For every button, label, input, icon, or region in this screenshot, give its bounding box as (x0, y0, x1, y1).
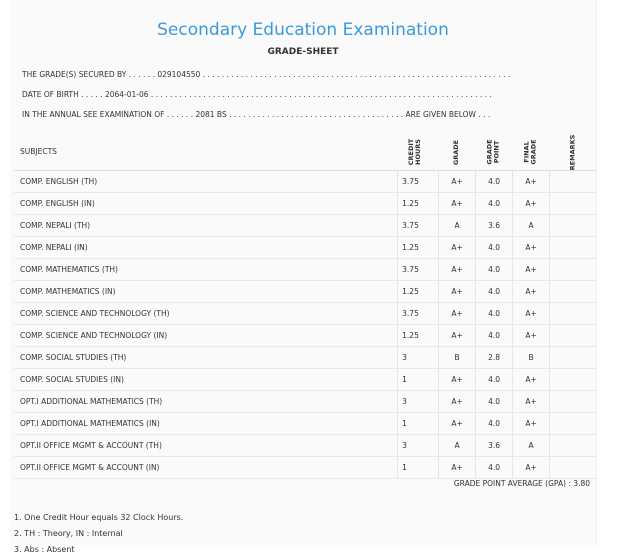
gpa-summary: GRADE POINT AVERAGE (GPA) : 3.80 (453, 479, 590, 488)
credit-hours-cell: 1.25 (398, 237, 439, 259)
subject-cell: OPT.II OFFICE MGMT & ACCOUNT (TH) (14, 435, 398, 457)
header-final-grade (513, 133, 550, 171)
remarks-cell (550, 215, 596, 237)
final-grade-cell: B (513, 347, 550, 369)
grade-cell: A (439, 215, 476, 237)
table-row (14, 391, 596, 413)
grade-point-cell: 3.6 (476, 215, 513, 237)
table-row (14, 435, 596, 457)
final-grade-cell: A (513, 435, 550, 457)
credit-hours-cell: 1.25 (398, 325, 439, 347)
page-subtitle: GRADE-SHEET (267, 47, 339, 57)
final-grade-cell: A+ (513, 237, 550, 259)
remarks-cell (550, 391, 596, 413)
grade-point-cell: 4.0 (476, 171, 513, 193)
grade-sheet (10, 0, 597, 554)
final-grade-cell: A+ (513, 281, 550, 303)
table-row (14, 215, 596, 237)
header-gp-line1: GRADE (486, 138, 495, 165)
header-remarks: REMARKS (550, 133, 596, 171)
header-grade: GRADE (439, 133, 476, 171)
credit-hours-cell: 1 (398, 413, 439, 435)
table-row (14, 347, 596, 369)
header-gp-line2: POINT (493, 140, 502, 163)
credit-hours-cell: 3.75 (398, 171, 439, 193)
table-row (14, 171, 596, 193)
credit-hours-cell: 3.75 (398, 215, 439, 237)
grade-cell: A+ (439, 193, 476, 215)
header-fg-line2: GRADE (530, 138, 539, 165)
grade-cell: A+ (439, 369, 476, 391)
grades-table (14, 133, 596, 479)
grade-cell: A+ (439, 171, 476, 193)
subject-cell: COMP. MATHEMATICS (IN) (14, 281, 398, 303)
credit-hours-cell: 3.75 (398, 259, 439, 281)
remarks-cell (550, 193, 596, 215)
subject-cell: COMP. NEPALI (IN) (14, 237, 398, 259)
table-row (14, 413, 596, 435)
credit-hours-cell: 3 (398, 435, 439, 457)
grade-cell: A+ (439, 391, 476, 413)
subject-cell: COMP. NEPALI (TH) (14, 215, 398, 237)
table-row (14, 457, 596, 479)
table-row (14, 193, 596, 215)
subject-cell: OPT.II OFFICE MGMT & ACCOUNT (IN) (14, 457, 398, 479)
grade-cell: A+ (439, 325, 476, 347)
final-grade-cell: A+ (513, 391, 550, 413)
date-of-birth-line: DATE OF BIRTH . . . . . 2064-01-06 . . . . . . . . . . . . . . . . . . . . . . . . . . . . . . . . . . . . . . . . . . . . . . . . . . . . . . . . . . . . . . . . . . . . . . . . (22, 90, 492, 99)
note-item: 3. Abs : Absent (14, 545, 75, 554)
table-row (14, 303, 596, 325)
final-grade-cell: A+ (513, 171, 550, 193)
credit-hours-cell: 3.75 (398, 303, 439, 325)
examination-line: IN THE ANNUAL SEE EXAMINATION OF . . . . . . 2081 BS . . . . . . . . . . . . . . . . . . . . . . . . . . . . . . . . . . . . . ARE GIVEN BELOW . . . (22, 110, 491, 119)
grade-point-cell: 4.0 (476, 303, 513, 325)
grade-point-cell: 4.0 (476, 457, 513, 479)
grade-cell: A (439, 435, 476, 457)
credit-hours-cell: 1 (398, 369, 439, 391)
grade-point-cell: 4.0 (476, 391, 513, 413)
header-grade-point (476, 133, 513, 171)
remarks-cell (550, 259, 596, 281)
remarks-cell (550, 435, 596, 457)
remarks-cell (550, 347, 596, 369)
table-row (14, 237, 596, 259)
remarks-cell (550, 303, 596, 325)
final-grade-cell: A+ (513, 259, 550, 281)
credit-hours-cell: 1.25 (398, 281, 439, 303)
remarks-cell (550, 281, 596, 303)
table-row (14, 369, 596, 391)
header-credit-line2: HOURS (413, 138, 422, 165)
credit-hours-cell: 3 (398, 347, 439, 369)
grade-point-cell: 2.8 (476, 347, 513, 369)
final-grade-cell: A+ (513, 325, 550, 347)
subject-cell: COMP. SOCIAL STUDIES (IN) (14, 369, 398, 391)
remarks-cell (550, 457, 596, 479)
grade-cell: B (439, 347, 476, 369)
page-title: Secondary Education Examination (157, 20, 449, 40)
header-fg-line1: FINAL (523, 140, 532, 163)
grade-cell: A+ (439, 303, 476, 325)
credit-hours-cell: 3 (398, 391, 439, 413)
grade-cell: A+ (439, 281, 476, 303)
subject-cell: COMP. SOCIAL STUDIES (TH) (14, 347, 398, 369)
subject-cell: OPT.I ADDITIONAL MATHEMATICS (TH) (14, 391, 398, 413)
grade-cell: A+ (439, 457, 476, 479)
header-credit-hours (398, 133, 439, 171)
grade-point-cell: 4.0 (476, 281, 513, 303)
remarks-cell (550, 171, 596, 193)
note-item: 2. TH : Theory, IN : Internal (14, 529, 123, 538)
grade-point-cell: 4.0 (476, 413, 513, 435)
final-grade-cell: A+ (513, 457, 550, 479)
final-grade-cell: A+ (513, 193, 550, 215)
table-row (14, 325, 596, 347)
grade-cell: A+ (439, 237, 476, 259)
grade-cell: A+ (439, 413, 476, 435)
grade-cell: A+ (439, 259, 476, 281)
grade-point-cell: 4.0 (476, 237, 513, 259)
credit-hours-cell: 1 (398, 457, 439, 479)
header-subjects: SUBJECTS (14, 133, 398, 171)
subject-cell: COMP. ENGLISH (TH) (14, 171, 398, 193)
final-grade-cell: A+ (513, 369, 550, 391)
subject-cell: COMP. SCIENCE AND TECHNOLOGY (IN) (14, 325, 398, 347)
table-header-row (14, 133, 596, 171)
table-row (14, 281, 596, 303)
table-row (14, 259, 596, 281)
subject-cell: COMP. MATHEMATICS (TH) (14, 259, 398, 281)
credit-hours-cell: 1.25 (398, 193, 439, 215)
header-credit-line1: CREDIT (406, 138, 415, 165)
note-item: 1. One Credit Hour equals 32 Clock Hours. (14, 513, 184, 522)
final-grade-cell: A (513, 215, 550, 237)
grade-point-cell: 4.0 (476, 325, 513, 347)
remarks-cell (550, 413, 596, 435)
grade-secured-by-line: THE GRADE(S) SECURED BY . . . . . . 029104550 . . . . . . . . . . . . . . . . . . . . . . . . . . . . . . . . . . . . . . . . . . . . . . . . . . . . . . . . . . . . . . . . . (22, 70, 511, 79)
remarks-cell (550, 325, 596, 347)
remarks-cell (550, 369, 596, 391)
grade-point-cell: 3.6 (476, 435, 513, 457)
subject-cell: COMP. ENGLISH (IN) (14, 193, 398, 215)
remarks-cell (550, 237, 596, 259)
subject-cell: COMP. SCIENCE AND TECHNOLOGY (TH) (14, 303, 398, 325)
final-grade-cell: A+ (513, 303, 550, 325)
final-grade-cell: A+ (513, 413, 550, 435)
grade-point-cell: 4.0 (476, 259, 513, 281)
notes-list (14, 510, 183, 558)
subject-cell: OPT.I ADDITIONAL MATHEMATICS (IN) (14, 413, 398, 435)
grade-point-cell: 4.0 (476, 193, 513, 215)
grade-point-cell: 4.0 (476, 369, 513, 391)
